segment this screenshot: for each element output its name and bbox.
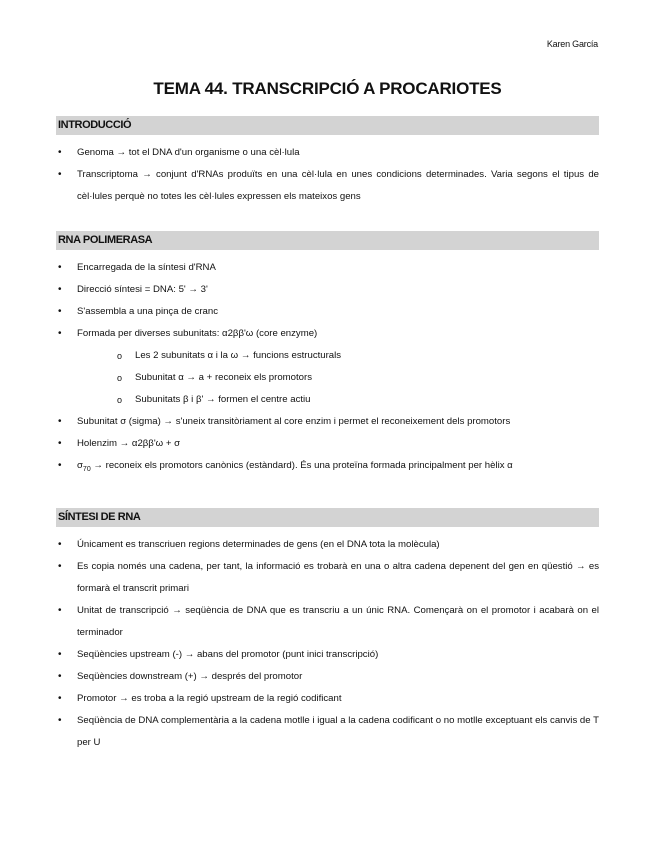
list-item: • Unitat de transcripció → seqüència de DNA que es transcriu a un únic RNA. Començarà on el promotor i acabarà on el terminador (56, 600, 599, 644)
sub-item-text: Les 2 subunitats α i la ω → funcions estructurals (135, 350, 342, 361)
section-heading: INTRODUCCIÓ (56, 116, 599, 135)
list-item: • Subunitat σ (sigma) → s'uneix transitòriament al core enzim i permet el reconeixement dels promotors (56, 411, 599, 433)
section-heading: RNA POLIMERASA (56, 231, 599, 250)
list-item: • Seqüència de DNA complementària a la cadena motlle i igual a la cadena codificant o no motlle exceptuant els canvis de T per U (56, 710, 599, 754)
list-item: • Únicament es transcriuen regions determinades de gens (en el DNA tota la molècula) (56, 534, 599, 556)
section-rna-polimerasa (56, 231, 599, 481)
sub-bullet-marker: o (117, 395, 123, 405)
sub-list-item (56, 345, 599, 367)
sigma-item-text: → reconeix els promotors canònics (estàndard). És una proteïna formada principalment per hèlix α (90, 460, 513, 471)
list-item: • Transcriptoma → conjunt d'RNAs produïts en una cèl·lula en unes condicions determinades. Varia segons el tipus de cèl·lules perquè no totes les cèl·lules expressen els mateixos gens (56, 164, 599, 208)
list-item: • Genoma → tot el DNA d'un organisme o una cèl·lula (56, 142, 599, 164)
list-item: • Formada per diverses subunitats: α2ββ'ω (core enzyme) (56, 323, 599, 345)
list-item-sigma70 (56, 455, 599, 481)
sub-list-item (56, 367, 599, 389)
list-item: • Promotor → es troba a la regió upstream de la regió codificant (56, 688, 599, 710)
sigma-subscript: 70 (82, 465, 91, 473)
section-list (56, 257, 599, 481)
sigma-symbol: σ (77, 460, 83, 471)
sub-bullet-marker: o (117, 373, 123, 383)
section-introduccio (56, 116, 599, 208)
sub-item-text: Subunitat α → a + reconeix els promotors (135, 372, 312, 383)
author-name: Karen García (546, 39, 598, 49)
list-item: • Direcció síntesi = DNA: 5' → 3' (56, 279, 599, 301)
list-item: • Seqüències downstream (+) → després del promotor (56, 666, 599, 688)
list-item: • Encarregada de la síntesi d'RNA (56, 257, 599, 279)
document-title: TEMA 44. TRANSCRIPCIÓ A PROCARIOTES (153, 79, 502, 98)
section-heading: SÍNTESI DE RNA (56, 508, 599, 527)
sub-item-text: Subunitats β i β' → formen el centre actiu (135, 394, 311, 405)
section-list (56, 534, 599, 754)
list-item: • Seqüències upstream (-) → abans del promotor (punt inici transcripció) (56, 644, 599, 666)
sub-bullet-marker: o (117, 351, 123, 361)
section-list (56, 142, 599, 208)
sub-list-item (56, 389, 599, 411)
section-sintesi-rna (56, 508, 599, 754)
list-item: • S'assembla a una pinça de cranc (56, 301, 599, 323)
list-item: • Holenzim → α2ββ'ω + σ (56, 433, 599, 455)
list-item: • Es copia només una cadena, per tant, la informació es trobarà en una o altra cadena depenent del gen en qüestió → es formarà el transcrit primari (56, 556, 599, 600)
